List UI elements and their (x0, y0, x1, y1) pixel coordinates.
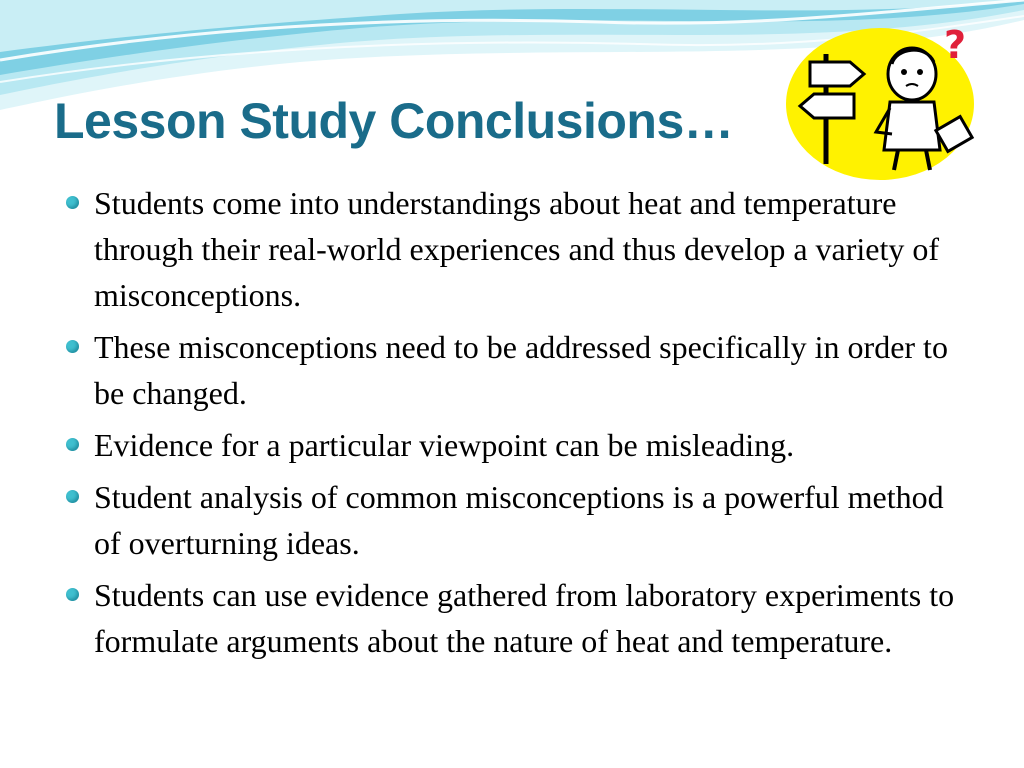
bullet-text: Evidence for a particular viewpoint can be misleading. (94, 427, 795, 463)
bullet-item (64, 324, 964, 416)
bullet-dot-icon (66, 490, 79, 503)
svg-text:?: ? (944, 23, 967, 67)
bullet-dot-icon (66, 340, 79, 353)
confused-person-signpost-icon (780, 22, 1000, 182)
bullet-dot-icon (66, 196, 79, 209)
bullet-item (64, 422, 964, 468)
bullet-text: Students can use evidence gathered from laboratory experiments to formulate arguments about the nature of heat and temperature. (94, 577, 955, 659)
slide-title: Lesson Study Conclusions… (54, 93, 734, 149)
bullet-item (64, 474, 964, 566)
bullet-dot-icon (66, 588, 79, 601)
bullet-text: Students come into understandings about heat and temperature through their real-world experiences and thus develop a variety of misconceptions. (94, 185, 940, 313)
bullet-text: These misconceptions need to be addressed specifically in order to be changed. (94, 329, 948, 411)
bullet-item (64, 572, 964, 664)
bullet-item (64, 180, 964, 318)
bullet-text: Student analysis of common misconceptions is a powerful method of overturning ideas. (94, 479, 944, 561)
bullet-dot-icon (66, 438, 79, 451)
bullet-list (64, 180, 964, 670)
